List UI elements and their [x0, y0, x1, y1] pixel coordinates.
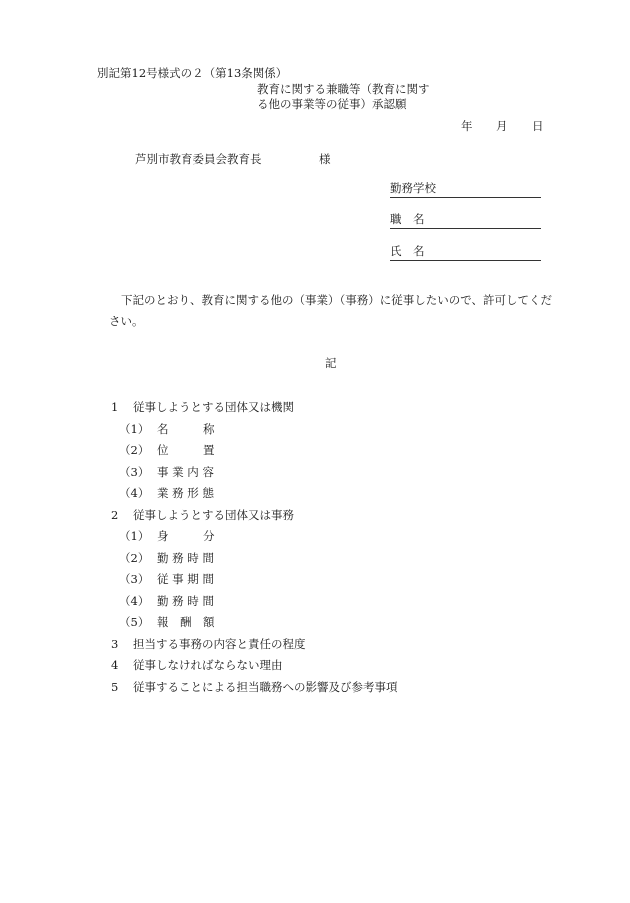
item-text: 業 務 形 態	[157, 486, 214, 500]
item-text: 勤 務 時 間	[157, 550, 214, 565]
item-text: 勤 務 時 間	[157, 593, 214, 608]
item-number: （5）	[119, 615, 150, 629]
item-number: 3	[111, 636, 119, 651]
body-text-line-2: さい。	[109, 314, 144, 328]
date-month-label: 月	[496, 119, 508, 133]
item-number: （1）	[119, 529, 150, 543]
honorific: 様	[319, 152, 331, 166]
item-text: 名 称	[157, 421, 215, 436]
body-text-line-1: 下記のとおり、教育に関する他の（事業）（事務）に従事したいので、許可してくだ	[121, 293, 553, 307]
item-number: 1	[111, 400, 119, 414]
item-text: 従事しようとする団体又は機関	[133, 400, 294, 414]
item-number: 5	[111, 679, 119, 694]
name-field	[390, 246, 541, 261]
item-text: 事 業 内 容	[157, 464, 214, 479]
item-number: （2）	[119, 443, 150, 457]
item-number: 4	[111, 658, 119, 672]
item-number: （2）	[119, 550, 150, 565]
item-text: 身 分	[157, 529, 215, 543]
item-text: 従事しようとする団体又は事務	[133, 507, 294, 522]
addressee: 芦別市教育委員会教育長	[135, 152, 262, 166]
title-field	[390, 214, 541, 229]
title-label: 職 名	[390, 212, 425, 226]
item-text: 従 事 期 間	[157, 572, 214, 586]
item-number: （4）	[119, 593, 150, 608]
item-text: 従事することによる担当職務への影響及び参考事項	[133, 679, 398, 694]
item-text: 報 酬 額	[157, 615, 215, 629]
item-number: （1）	[119, 421, 150, 436]
item-text: 担当する事務の内容と責任の程度	[133, 636, 306, 651]
item-number: 2	[111, 507, 119, 522]
form-reference: 別記第12号様式の２（第13条関係）	[97, 66, 288, 80]
name-label: 氏 名	[390, 244, 425, 258]
item-text: 従事しなければならない理由	[133, 658, 283, 672]
item-text: 位 置	[157, 443, 215, 457]
date-year-label: 年	[461, 119, 473, 133]
document-title-line-1: 教育に関する兼職等（教育に関す	[257, 82, 430, 96]
document-title-line-2: る他の事業等の従事）承認願	[257, 97, 407, 111]
date-day-label: 日	[532, 119, 544, 133]
item-number: （3）	[119, 572, 150, 586]
item-number: （4）	[119, 486, 150, 500]
ki-heading: 記	[325, 356, 337, 370]
item-number: （3）	[119, 464, 150, 479]
school-label: 勤務学校	[390, 181, 436, 195]
school-field	[390, 183, 541, 198]
